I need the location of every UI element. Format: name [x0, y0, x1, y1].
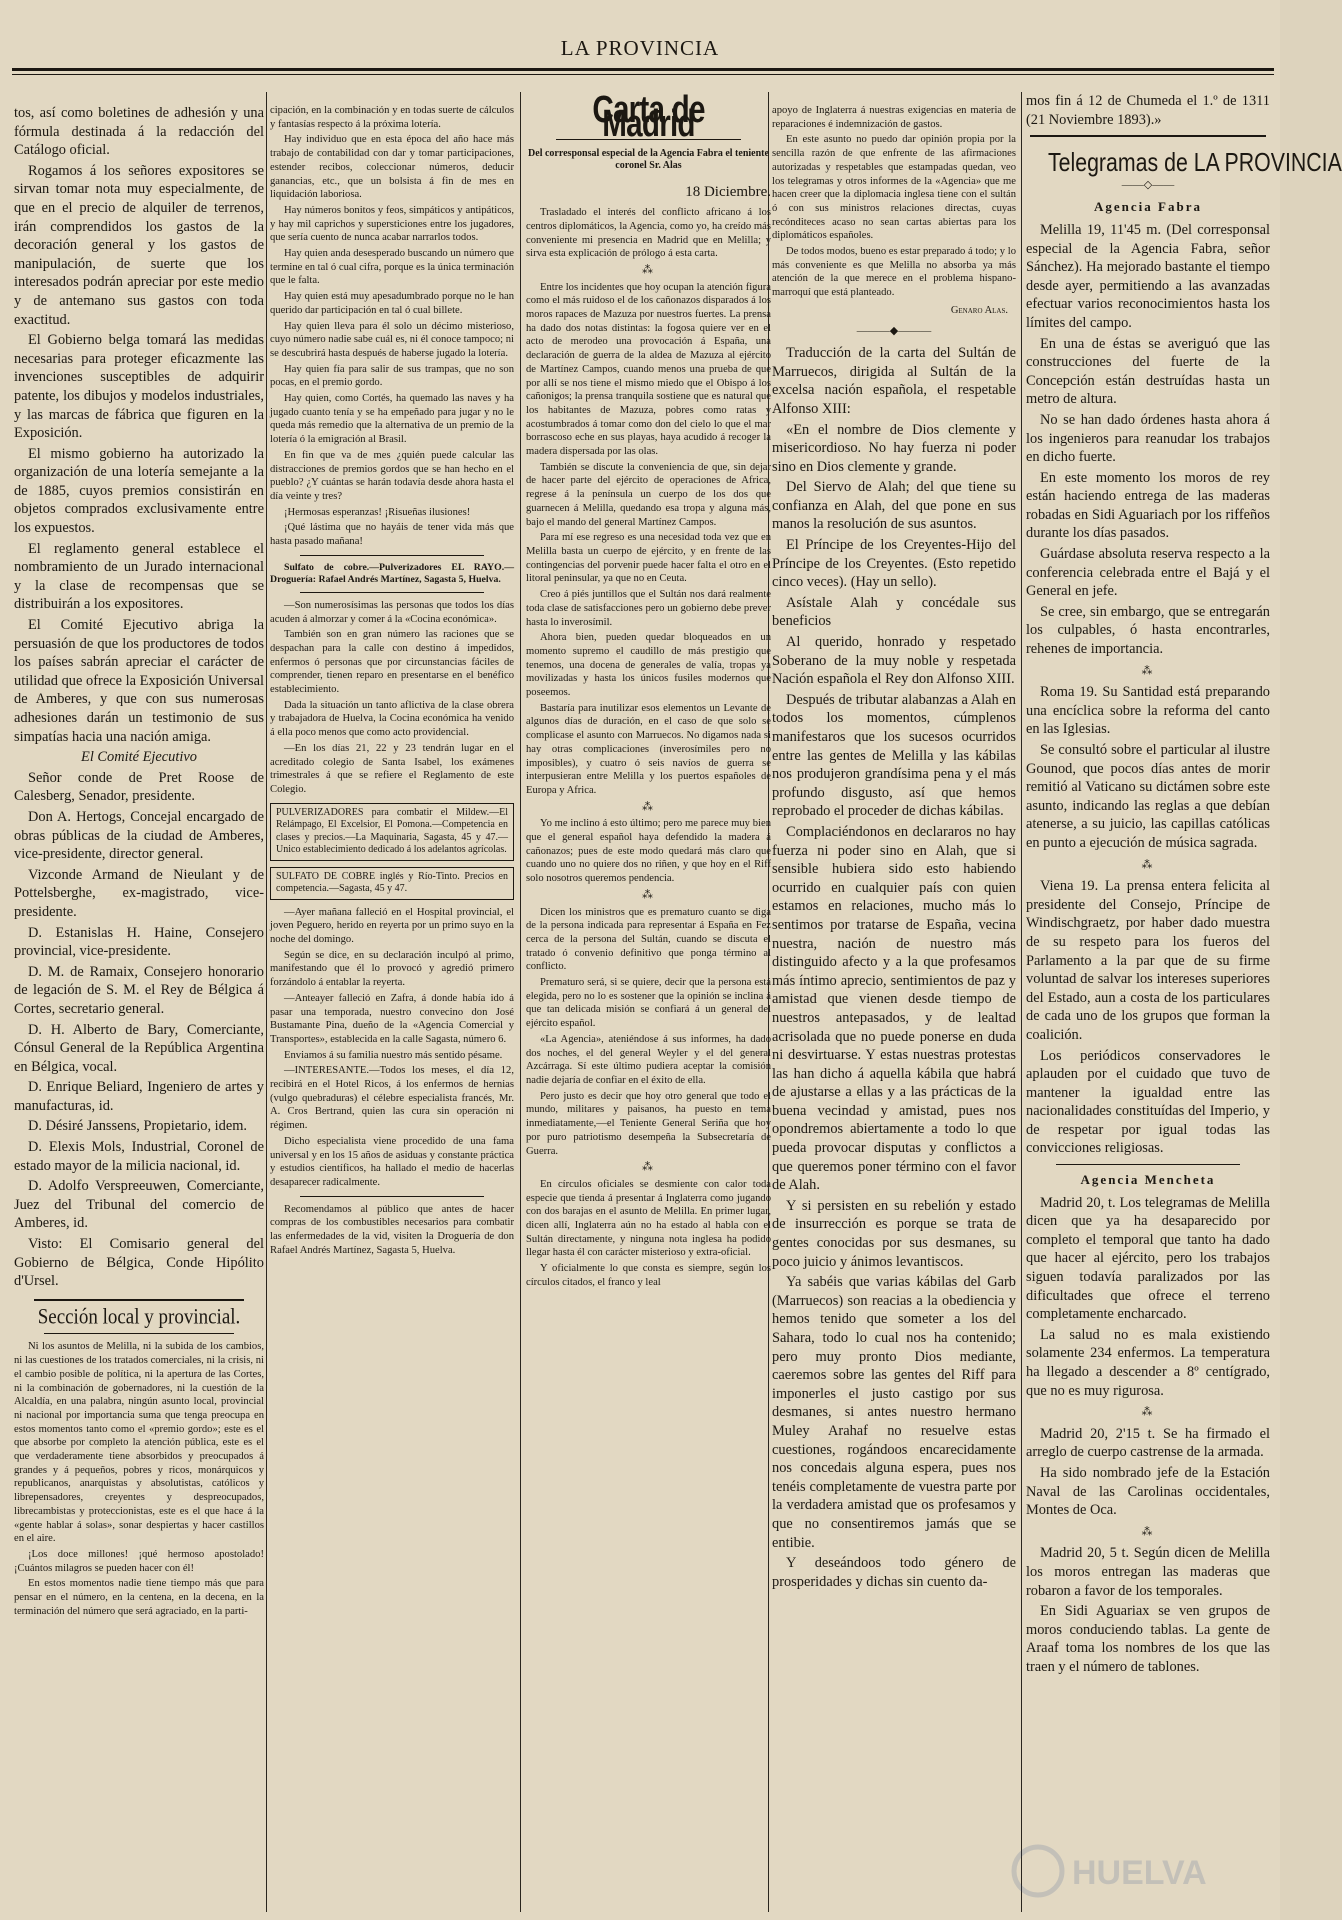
telegram-paragraph: Madrid 20, 2'15 t. Se ha firmado el arreglo de cuerpo castrense de la armada.	[1026, 1425, 1270, 1461]
letter-paragraph: Y si persisten en su rebelión y estado de insurrección es porque se trata de gentes conocidas por sus desmanes, su poco juicio y ánimos levantiscos.	[772, 1197, 1016, 1270]
local-paragraph: —Son numerosísimas las personas que todos los días acuden á almorzar y comer á la «Cocina económica».	[270, 599, 514, 625]
letter-paragraph: «En el nombre de Dios clemente y misericordioso. No hay fuerza ni poder sino en Dios clemente y grande.	[772, 421, 1016, 475]
telegram-paragraph: Ha sido nombrado jefe de la Estación Naval de las Carolinas occidentales, Montes de Oca.	[1026, 1464, 1270, 1519]
article-paragraph: Creo á piés juntillos que el Sultán nos dará realmente toda clase de satisfacciones pero un gobierno debe prever hasta lo inverosímil.	[526, 589, 771, 628]
column-divider	[1021, 92, 1022, 1912]
article-paragraph: También se discute la conveniencia de que, sin dejar de hacer parte del ejército de operaciones de Africa, regrese á la península un cuerpo de los dos que guarnecen á Melilla, quedando esa tropa y alguna más, bajo el mando del general Martínez Campos.	[526, 461, 771, 528]
section-asterism: ⁂	[1141, 664, 1155, 677]
section-asterism: ⁂	[642, 800, 655, 813]
telegram-paragraph: En Sidi Aguariax se ven grupos de moros conduciendo tablas. La gente de Araaf toma los nombres de los que las traen y el número de tablones.	[1026, 1603, 1270, 1675]
section-asterism: ⁂	[642, 263, 655, 276]
local-paragraph: Ni los asuntos de Melilla, ni la subida de los cambios, ni las cuestiones de los tratados comerciales, ni la crisis, ni el cambio posible de política, ni la apertura de las Cortes, ni la combinación de gobernadores, ni la cuestión de la Alcaldía, en una palabra, ningún asunto local, provincial ni nacional por importancia suma que tenga preocupa en estos momentos tanto como el «premio gordo»; este es el que absorbe por completo la atención pública, este es el que verdaderamente tiene absorbidos y preocupados á grandes y á pequeños, pobres y ricos, monárquicos y republicanos, anarquistas y absolutistas, católicos y librepensadores, creyentes y despreocupados, librecambistas y proteccionistas, este es el que hace á la «gente hablar á solas», sonar despiertas y hacer castillos en el aire.	[14, 1341, 264, 1545]
agency-heading: Agencia Mencheta	[1080, 1172, 1216, 1188]
article-paragraph: Dicen los ministros que es prematuro cuanto se diga de la persona indicada para representar á España en Fez cerca de la persona del Sultán, cuando se discuta el tratado ó convenio definitivo que ponga término al conflicto.	[526, 906, 771, 973]
telegram-paragraph: Se cree, sin embargo, que se entregarán los culpables, ó hasta encontrarles, rehenes de importancia.	[1026, 603, 1270, 658]
ad-sulfato-cobre: SULFATO DE COBRE inglés y Río-Tinto. Precios en competencia.—Sagasta, 45 y 47.	[270, 867, 514, 900]
committee-title: El Comité Ejecutivo	[81, 749, 197, 766]
article-paragraph: Bastaría para inutilizar esos elementos un Levante de algunos días de duración, en el caso de que solo se complicase el asunto con Marruecos. No digamos nada si hay otras complicaciones (inverosímiles pero no imposibles), y cuatro ó seis navíos de guerra se interpusieran entre Melilla y los puertos españoles de Europa y Africa.	[526, 702, 771, 796]
section-rule	[300, 1196, 484, 1197]
section-rule	[34, 1299, 244, 1301]
local-paragraph: cipación, en la combinación y en todas suerte de cálculos y fantasías respecto á la próxima lotería.	[270, 105, 514, 130]
letter-paragraph: Ya sabéis que varias kábilas del Garb (Marruecos) son reacias a la obediencia y hemos tenido que someter a los del Sahara, todo lo cual nos ha contenido; pero muy pronto Dios mediante, caeremos sobre las gentes del Riff para imponerles el justo castigo por sus desmanes, si antes nuestro hermano Muley Arahaf no resuelve estas cuestiones, rogándoos encarecidamente nos concedais alguna espera, pues nos tenéis completamente de vuestra parte por la verdadera amistad que os profesamos y que no consentiremos jamás que se entibie.	[772, 1274, 1016, 1551]
committee-member: Vizconde Armand de Nieulant y de Pottelsberghe, ex-magistrado, vice-presidente.	[14, 866, 264, 920]
section-rule	[1056, 1164, 1240, 1165]
column-3	[526, 89, 771, 1912]
letter-paragraph: Y deseándoos todo género de prosperidades y dichas sin cuento da-	[772, 1555, 1016, 1590]
telegram-paragraph: En una de éstas se averiguó que las construcciones del fuerte de la Concepción están destruídas hasta un metro de altura.	[1026, 335, 1270, 408]
local-paragraph: ¡Los doce millones! ¡qué hermoso apostolado! ¡Cuántos milagros se pueden hacer con él!	[14, 1548, 264, 1574]
committee-member: D. Elexis Mols, Industrial, Coronel de estado mayor de la milicia nacional, id.	[14, 1139, 264, 1174]
article-paragraph: Rogamos á los señores expositores se sirvan tomar nota muy especialmente, de que en el precio de alquiler de terrenos, irán comprendidos los gastos de la decoración general y los gastos de manipulación, de suerte que los interesados podrán apreciar por este medio y de antemano sus gastos con toda exactitud.	[14, 162, 264, 328]
ornament-divider: ——◇——	[1121, 178, 1175, 191]
section-rule	[44, 1333, 234, 1334]
local-paragraph: Según se dice, en su declaración inculpó al primo, manifestando que él lo provocó y agredió primero forzándolo á entablar la reyerta.	[270, 949, 514, 989]
telegram-paragraph: Guárdase absoluta reserva respecto a la conferencia celebrada entre el Bajá y el General en jefe.	[1026, 546, 1270, 600]
section-asterism: ⁂	[642, 888, 655, 901]
letter-paragraph: Complaciéndonos en declararos no hay fuerza ni poder sino en Alah, que si sensible hubiera sido esto habiendo ocurrido en cualquier país con quien estamos en relaciones, mucho más lo sentimos por tratarse de España, vecina nuestra, nación de nuestro más distinguido afecto y a la que profesamos más íntimo aprecio, sentimientos de paz y amistad que vienen desde tiempo de nuestros antepasados, y de lealtad acrisolada que no puede ponerse en duda ni desvirtuarse. Y estas nuestras protestas las han dicho á aquella kábila que habrá de ajustarse a ellas y a las prácticas de la buena vecindad y amistad, pues nos opondremos abiertamente a todo lo que pueda provocar disputas y conflictos a que queremos poner término con el favor de Alah.	[772, 823, 1016, 1194]
letter-paragraph: El Príncipe de los Creyentes-Hijo del Príncipe de los Creyentes. (Esto repetido cinco veces). (Hay un sello).	[772, 537, 1016, 591]
telegram-paragraph: En este momento los moros de rey están haciendo entrega de las maderas robadas en Sidi Aguariach por los riffeños durante los días pasados.	[1026, 469, 1270, 542]
ad-pulverizadores: PULVERIZADORES para combatir el Mildew.—El Relámpago, El Excelsior, El Pomona.—Competencia en clases y precios.—La Maquinaria, Sagasta, 45 y 47.—Unico establecimiento dedicado á los adelantos agrícolas.	[270, 803, 514, 861]
committee-member: D. Enrique Beliard, Ingeniero de artes y manufacturas, id.	[14, 1079, 264, 1114]
section-title: Sección local y provincial.	[37, 1305, 241, 1330]
section-rule	[1030, 135, 1266, 137]
committee-member: D. Adolfo Verspreeuwen, Comerciante, Juez del Tribunal del comercio de Amberes, id.	[14, 1178, 264, 1232]
agency-heading: Agencia Fabra	[1094, 199, 1202, 215]
local-paragraph: —Anteayer falleció en Zafra, á donde había ido á pasar una temporada, nuestro convecino don José Bustamante Pina, dueño de la «Agencia Comercial y Transportes», establecida en la calle Sagasta, número 6.	[270, 992, 514, 1045]
masthead-rule-thick	[12, 68, 1274, 71]
article-paragraph: En este asunto no puedo dar opinión propia por la sencilla razón de que enfrente de las afirmaciones autorizadas y respetables que estampadas quedan, veo los telegramas y otros informes de la «Agencia» que me hacen creer que la diplomacia inglesa tiene con el sultán ó con sus ministros relaciones directas, cuyas recónditeces acaso no sean cartas abiertas para los diplomáticos españoles.	[772, 134, 1016, 242]
column-divider	[520, 92, 521, 1912]
letter-paragraph: Después de tributar alabanzas a Alah en todos los momentos, cúmplenos manifestaros que los sucesos ocurridos entre las gentes de Melilla y las kábilas nos produjeron grandísima pena y el más profundo disgusto, así que hemos reprobado el proceder de dichas kábilas.	[772, 691, 1016, 820]
local-paragraph: ¡Hermosas esperanzas! ¡Risueñas ilusiones!	[284, 506, 471, 518]
article-paragraph: El reglamento general establece el nombramiento de un Jurado internacional y la clase de recompensas que se distribuirán a los expositores.	[14, 540, 264, 613]
telegram-paragraph: Madrid 20, 5 t. Según dicen de Melilla los moros entregan las maderas que robaron a favor de los temporales.	[1026, 1545, 1270, 1599]
letter-closing: mos fin á 12 de Chumeda el 1.º de 1311 (21 Noviembre 1893).»	[1026, 93, 1270, 128]
article-paragraph: De todos modos, bueno es estar preparado á todo; y lo más conveniente es que Melilla no absorba ya más atención de la que merece en el problema hispano-marroquí que está planteado.	[772, 246, 1016, 299]
section-asterism: ⁂	[1141, 1406, 1155, 1419]
telegram-paragraph: Se consultó sobre el particular al ilustre Gounod, que pocos días antes de morir remitió al Vaticano su dictámen sobre este asunto, indicando las reglas a que debían atenerse, a su juicio, las capillas católicas en punto a ejecución de música sagrada.	[1026, 742, 1270, 851]
masthead-rule-thin	[12, 74, 1274, 75]
committee-member: D. Estanislas H. Haine, Consejero provincial, vice-presidente.	[14, 924, 264, 960]
local-paragraph: Dicho especialista viene procedido de una fama universal y en los 15 años de asiduas y constante práctica y estudios científicos, ha hallado el medio de hacerlas desaparecer radicalmente.	[270, 1135, 514, 1188]
telegram-paragraph: Roma 19. Su Santidad está preparando una encíclica sobre la reforma del canto en las Iglesias.	[1026, 684, 1270, 738]
column-1	[14, 104, 264, 1912]
article-paragraph: Prematuro será, si se quiere, decir que la persona está elegida, pero no lo es sostener que la opinión se inclina á que tan delicada misión se confiará á un general del ejército español.	[526, 977, 771, 1030]
section-asterism: ⁂	[642, 1161, 655, 1174]
telegram-paragraph: Melilla 19, 11'45 m. (Del corresponsal especial de la Agencia Fabra, señor Sánchez). Ha mejorado bastante el tiempo desde ayer, permitiendo a las avanzadas efectuar varios reconocimientos hasta los límites del campo.	[1026, 221, 1270, 331]
article-paragraph: Pero justo es decir que hoy otro general que todo el mundo, militares y paisanos, ha puesto en tema inmediatamente,—el Teniente General Seriña que hoy por puro patriotismo desempeña la Subsecretaría de Guerra.	[526, 1090, 771, 1157]
article-paragraph: Trasladado el interés del conflicto africano á los centros diplomáticos, la Agencia, como yo, ha creído más conveniente mi presencia en Madrid que en Melilla; y sirva esta explicación de prólogo á esta carta.	[526, 207, 771, 260]
local-paragraph: —Ayer mañana falleció en el Hospital provincial, el joven Peguero, herido en reyerta por un primo suyo en la noche del domingo.	[270, 906, 514, 946]
committee-member: Visto: El Comisario general del Gobierno de Bélgica, Conde Hipólito d'Ursel.	[14, 1236, 264, 1290]
telegram-paragraph: No se han dado órdenes hasta ahora á los ingenieros para reanudar los trabajos en dicho fuerte.	[1026, 411, 1270, 466]
committee-member: Don A. Hertogs, Concejal encargado de obras públicas de la ciudad de Amberes, vice-presidente, director general.	[14, 808, 264, 863]
article-paragraph: El mismo gobierno ha autorizado la organización de una lotería semejante a la de 1885, cuyos premios consistirán en objetos comprados exclusivamente entre los expuestos.	[14, 445, 264, 537]
article-paragraph: Yo me inclino á esto último; pero me parece muy bien que el general español haya defendido la madera á cañonazos; pues de este modo quedará más claro que cuando uno no quiere dos no riñen, y que hoy en el Riff solo nosotros queremos pendencia.	[526, 818, 771, 885]
committee-member: D. M. de Ramaix, Consejero honorario de legación de S. M. el Rey de Bélgica á Cortes, secretario general.	[14, 963, 264, 1017]
ad-drogueria: Recomendamos al público que antes de hacer compras de los combustibles necesarios para combatir las enfermedades de la vid, visiten la Droguería de don Rafael Andrés Martínez, Sagasta 5, Huelva.	[270, 1203, 514, 1256]
committee-member: D. H. Alberto de Bary, Comerciante, Cónsul General de la República Argentina en Bélgica, vocal.	[14, 1021, 264, 1075]
telegrams-title: Telegramas de LA PROVINCIA	[1047, 147, 1342, 178]
article-paragraph: El Comité Ejecutivo abriga la persuasión de que los productores de todos los países sabrán apreciar el carácter de utilidad que ofrece la Exposición Universal de Amberes, y que con sus numerosas adhesiones darán un testimonio de sus simpatías hacia una nación amiga.	[14, 617, 264, 745]
article-paragraph: En círculos oficiales se desmiente con calor toda especie que tienda á presentar á Inglaterra como jugando con dos barajas en el asunto de Melilla. En primer lugar, dicen allí, Inglaterra aún no ha estado al habla con el Sultán directamente, y ninguna nota inglesa ha podido llegar hasta él con carácter misterioso y extra-oficial.	[526, 1178, 771, 1259]
letter-paragraph: Al querido, honrado y respetado Soberano de la muy noble y respetada Nación española el Rey don Alfonso XIII.	[772, 634, 1016, 688]
letter-paragraph: Del Siervo de Alah; del que tiene su confianza en Alah, del que pone en sus manos la resolución de sus asuntos.	[772, 479, 1016, 533]
column-5	[1026, 92, 1342, 1900]
local-paragraph: Hay quien fía para salir de sus trampas, que no son pocas, en el premio gordo.	[270, 363, 514, 389]
article-signature: Genaro Alas.	[950, 304, 1008, 316]
committee-member: Señor conde de Pret Roose de Calesberg, Senador, presidente.	[14, 769, 264, 805]
column-4	[772, 104, 1016, 1912]
local-paragraph: —INTERESANTE.—Todos los meses, el día 12, recibirá en el Hotel Ricos, á los enfermos de hernias (vulgo quebraduras) el célebre especialista francés, Mr. A. Cros Bertrand, quien las cura sin operación ni régimen.	[270, 1065, 514, 1132]
section-rule	[300, 555, 484, 556]
local-paragraph: Enviamos á su familia nuestro más sentido pésame.	[284, 1049, 503, 1061]
local-paragraph: ¡Qué lástima que no hayáis de tener vida más que hasta pasado mañana!	[270, 522, 514, 548]
section-rule	[300, 592, 484, 593]
local-paragraph: Hay individuo que en esta época del año hace más trabajo de contabilidad con dar y tomar participaciones, estender recibos, coleccionar números, deducir ganancias, etc., que un bolsista á fin de mes en liquidación laboriosa.	[270, 134, 514, 201]
committee-member: D. Désiré Janssens, Propietario, idem.	[28, 1118, 248, 1135]
column-2	[270, 104, 514, 1912]
section-asterism: ⁂	[1141, 858, 1155, 871]
local-paragraph: Dada la situación un tanto aflictiva de la clase obrera y trabajadora de Huelva, la Cocina económica ha venido á ella poco menos que como acto providencial.	[270, 699, 514, 739]
masthead: LA PROVINCIA	[560, 36, 720, 60]
local-paragraph: También son en gran número las raciones que se despachan para la calle con destino á impedidos, enfermos ó personas que por circunstancias fáciles de comprender, tienen reparo en presentarse en el benéfico establecimiento.	[270, 629, 514, 696]
local-paragraph: Hay números bonitos y feos, simpáticos y antipáticos, y hay mil caprichos y supersticiones entre los jugadores, que sería cuento de nunca acabar narrarlos todos.	[270, 204, 514, 244]
article-paragraph: Para mí ese regreso es una necesidad toda vez que en Melilla basta un cuerpo de ejército, y en frente de las contingencias del porvenir puede hacer falta el otro en el litoral peninsular, ya que no en Ceuta.	[526, 532, 771, 585]
letter-paragraph: Asístale Alah y concédale sus beneficios	[772, 594, 1016, 630]
local-paragraph: Hay quien está muy apesadumbrado porque no le han querido dar participación en tal ó cual billete.	[270, 291, 514, 316]
ornament-divider: ———◆———	[856, 324, 932, 337]
local-paragraph: Hay quien lleva para él solo un décimo misterioso, cuyo número nadie sabe cuál es, ni él conoce tampoco; ni se descubrirá hasta después de haberse jugado la lotería.	[270, 320, 514, 359]
local-paragraph: Hay quien, como Cortés, ha quemado las naves y ha jugado cuanto tenía y se ha empeñado para jugar y no le queda más remedio que la alternativa de un premio de la lotería ó la emigración al Brasil.	[270, 393, 514, 446]
article-paragraph: apoyo de Inglaterra á nuestras exigencias en materia de reparaciones é indemnización de gastos.	[772, 105, 1016, 130]
library-stamp-watermark	[1010, 1840, 1207, 1902]
article-date: 18 Diciembre.	[685, 184, 771, 201]
article-paragraph: tos, así como boletines de adhesión y una fórmula destinada á la redacción del Catálogo oficial.	[14, 105, 264, 159]
letter-paragraph: Traducción de la carta del Sultán de Marruecos, dirigida al Sultán de la excelsa nación española, el respetable Alfonso XIII:	[772, 345, 1016, 417]
telegram-paragraph: Viena 19. La prensa entera felicita al presidente del Consejo, Príncipe de Windischgraetz, por haber dado muestra de su respeto para los fueros del Parlamento a la par que de su firme voluntad de salvar los intereses superiores del Estado, aun a costa de los particulares de cada uno de los grupos que forman la coalición.	[1026, 878, 1270, 1043]
local-paragraph: —En los días 21, 22 y 23 tendrán lugar en el acreditado colegio de Santa Isabel, los exámenes trimestrales á que se refiere el Reglamento de este Colegio.	[270, 742, 514, 795]
local-paragraph: Hay quien anda desesperado buscando un número que termine en tal ó cual cifra, porque es la única terminación que le falta.	[270, 248, 514, 287]
article-paragraph: El Gobierno belga tomará las medidas necesarias para proteger eficazmente las invenciones susceptibles de adquirir patente, los dibujos y modelos industriales, y las marcas de fábrica que figuren en la Exposición.	[14, 332, 264, 442]
article-paragraph: Y oficialmente lo que consta es siempre, según los círculos citados, el franco y leal	[526, 1263, 771, 1288]
local-paragraph: En estos momentos nadie tiene tiempo más que para pensar en el número, en la centena, en la decena, en la terminación del número que será agraciado, en la parti-	[14, 1578, 264, 1617]
telegram-paragraph: La salud no es mala existiendo solamente 234 enfermos. La temperatura ha llegado a descender a 8º centígrado, que no es muy rigurosa.	[1026, 1326, 1270, 1399]
ad-sulfato: Sulfato de cobre.—Pulverizadores EL RAYO.—Droguería: Rafael Andrés Martínez, Sagasta 5, Huelva.	[270, 561, 514, 585]
column-divider	[266, 92, 267, 1912]
section-asterism: ⁂	[1141, 1525, 1155, 1538]
article-paragraph: Ahora bien, pueden quedar bloqueados en un momento supremo el caudillo de más prestigio que tenemos, una docena de generales de valía, tropas ya movilizadas y hasta los únicos fusiles modernos que poseemos.	[526, 632, 771, 699]
article-paragraph: Entre los incidentes que hoy ocupan la atención figura como el más ruidoso el de los cañonazos disparados á los moros rapaces de Mazuza por nuestros fuertes. La prensa ha dado dos notas distintas: la fogosa quiere ver en el acto de merodeo una provocación á España, una declaración de guerra de la aldea de Mazuza al ejército de Martínez Campos, cuando menos una prueba de que por allí se nos tiene el mismo miedo que el Obispo á los cañonigos; la prensa tranquila sostiene que es natural que los habitantes de Mazuza, pobres como ratas y acostumbrados á tomar como don del cielo lo que el mar borrascoso eche en sus playas, haya acudido á recoger la madera dispersada por las olas.	[526, 281, 771, 458]
article-byline: Del corresponsal especial de la Agencia Fabra el teniente coronel Sr. Alas	[528, 148, 769, 172]
article-title: Carta de Madrid	[592, 89, 705, 145]
article-paragraph: «La Agencia», ateniéndose á sus informes, ha dado dos noches, el del general Weyler y el del general Azcárraga. Sí este último pudiera aceptar la comisión nadie dejaría de confiar en el éxito de ella.	[526, 1033, 771, 1086]
stamp-text: HUELVA	[1072, 1854, 1207, 1892]
telegram-paragraph: Madrid 20, t. Los telegramas de Melilla dicen que ya ha desaparecido por completo el temporal que tanto ha dado que hacer al ejército, pero los trabajos siguen todavía paralizados por las dificultades que ofrece el terreno completamente encharcado.	[1026, 1194, 1270, 1323]
telegram-paragraph: Los periódicos conservadores le aplauden por el cuidado que tuvo de mantener la igualdad entre las nacionalidades constituídas del Imperio, y de respetar por igual todas las convicciones religiosas.	[1026, 1047, 1270, 1157]
local-paragraph: En fin que va de mes ¿quién puede calcular las distracciones de premios gordos que se han hecho en el pueblo? ¿Y cuántas se harán todavía desde ahora hasta el día veinte y tres?	[270, 449, 514, 502]
